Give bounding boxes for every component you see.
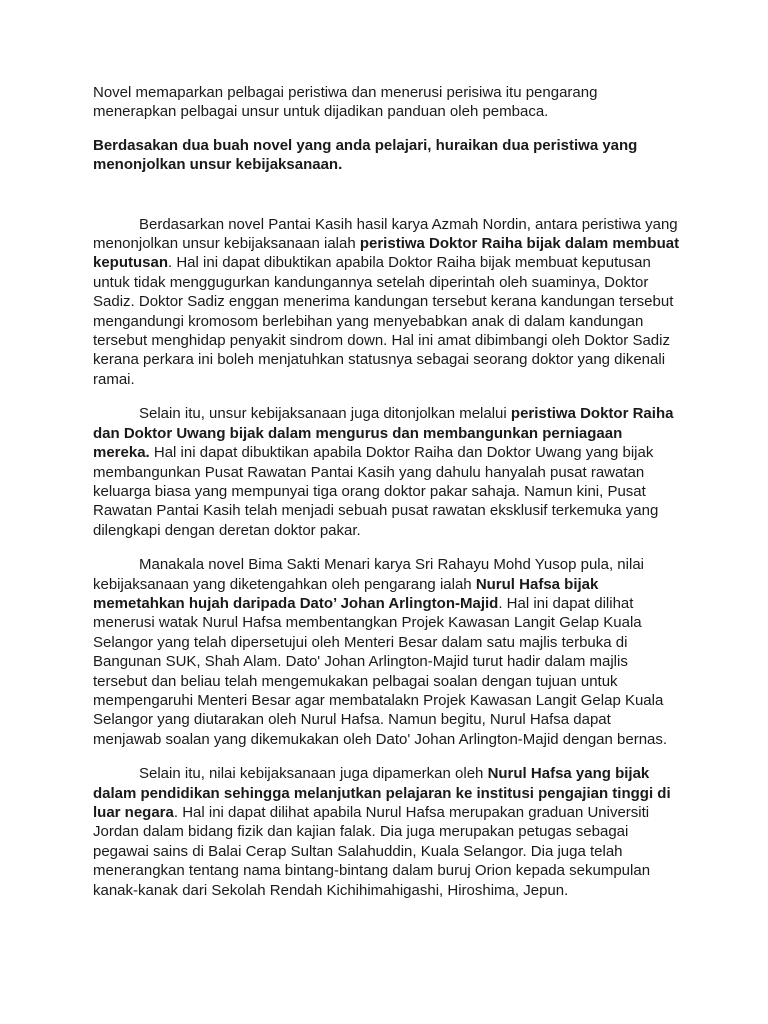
- paragraph-1-text: Berdasarkan novel Pantai Kasih hasil karya Azmah Nordin, antara peristiwa yang menonjolkan unsur kebijaksanaan ialah: [93, 215, 678, 253]
- paragraph-3-text-after: . Hal ini dapat dilihat menerusi watak Nurul Hafsa membentangkan Projek Kawasan Langit Gelap Kuala Selangor yang telah dipersetujui oleh Menteri Besar dalam satu majlis terbuka di Bangunan SUK, Shah Alam. Dato' Johan Arlington-Majid turut hadir dalam majlis tersebut dan beliau telah mengemukakan pelbagai soalan dengan tujuan untuk mempengaruhi Menteri Besar agar membatalakn Projek Kawasan Langit Gelap Kuala Selangor yang diutarakan oleh Nurul Hafsa. Namun begitu, Nurul Hafsa dapat menjawab soalan yang dikemukakan oleh Dato' Johan Arlington-Majid dengan bernas.: [93, 594, 668, 748]
- paragraph-4-text-after: . Hal ini dapat dilihat apabila Nurul Hafsa merupakan graduan Universiti Jordan dalam bidang fizik dan kajian falak. Dia juga merupakan petugas sebagai pegawai sains di Balai Cerap Sultan Salahuddin, Kuala Selangor. Dia juga telah menerangkan tentang nama bintang-bintang dalam buruj Orion kepada sekumpulan kanak-kanak dari Sekolah Rendah Kichihimahigashi, Hiroshima, Jepun.: [93, 804, 651, 899]
- paragraph-3: [93, 555, 683, 749]
- document-page: [93, 83, 683, 900]
- paragraph-3-text: Manakala novel Bima Sakti Menari karya Sri Rahayu Mohd Yusop pula, nilai kebijaksanaan yang diketengahkan oleh pengarang ialah: [93, 556, 644, 593]
- paragraph-2-text: Selain itu, unsur kebijaksanaan juga ditonjolkan melalui: [139, 405, 511, 423]
- paragraph-4: [93, 764, 683, 900]
- paragraph-4-highlight: Nurul Hafsa yang bijak dalam pendidikan sehingga melanjutkan pelajaran ke institusi pengajian tinggi di luar negara: [93, 765, 671, 821]
- paragraph-1-highlight: peristiwa Doktor Raiha bijak dalam membuat keputusan: [93, 235, 680, 272]
- essay-question: Berdasakan dua buah novel yang anda pelajari, huraikan dua peristiwa yang menonjolkan unsur kebijaksanaan.: [93, 136, 638, 174]
- paragraph-1: [93, 215, 683, 390]
- paragraph-1-text-after: . Hal ini dapat dibuktikan apabila Doktor Raiha bijak membuat keputusan untuk tidak menggugurkan kandungannya setelah diperintah oleh suaminya, Doktor Sadiz. Doktor Sadiz enggan menerima kandungan tersebut kerana kandungan tersebut mengandungi kromosom berlebihan yang menyebabkan anak di dalam kandungan tersebut menghidap penyakit sindrom down. Hal ini amat dibimbangi oleh Doktor Sadiz kerana perkara ini boleh menjatuhkan statusnya sebagai seorang doktor yang dikenali ramai.: [93, 254, 674, 388]
- intro-text: Novel memaparkan pelbagai peristiwa dan menerusi perisiwa itu pengarang menerapkan pelbagai unsur untuk dijadikan panduan oleh pembaca.: [93, 84, 598, 121]
- paragraph-2-highlight: peristiwa Doktor Raiha dan Doktor Uwang bijak dalam mengurus dan membangunkan perniagaan mereka.: [93, 405, 674, 462]
- paragraph-2-text-after: Hal ini dapat dibuktikan apabila Doktor Raiha dan Doktor Uwang yang bijak membangunkan Pusat Rawatan Pantai Kasih yang dahulu hanyalah pusat rawatan keluarga biasa yang mempunyai tiga orang doktor pakar sahaja. Namun kini, Pusat Rawatan Pantai Kasih telah menjadi sebuah pusat rawatan eksklusif terkemuka yang dilengkapi dengan deretan doktor pakar.: [93, 444, 659, 539]
- paragraph-4-text: Selain itu, nilai kebijaksanaan juga dipamerkan oleh: [139, 765, 488, 783]
- paragraph-2: [93, 404, 683, 540]
- paragraph-3-highlight: Nurul Hafsa bijak memetahkan hujah daripada Dato’ Johan Arlington-Majid: [93, 575, 599, 612]
